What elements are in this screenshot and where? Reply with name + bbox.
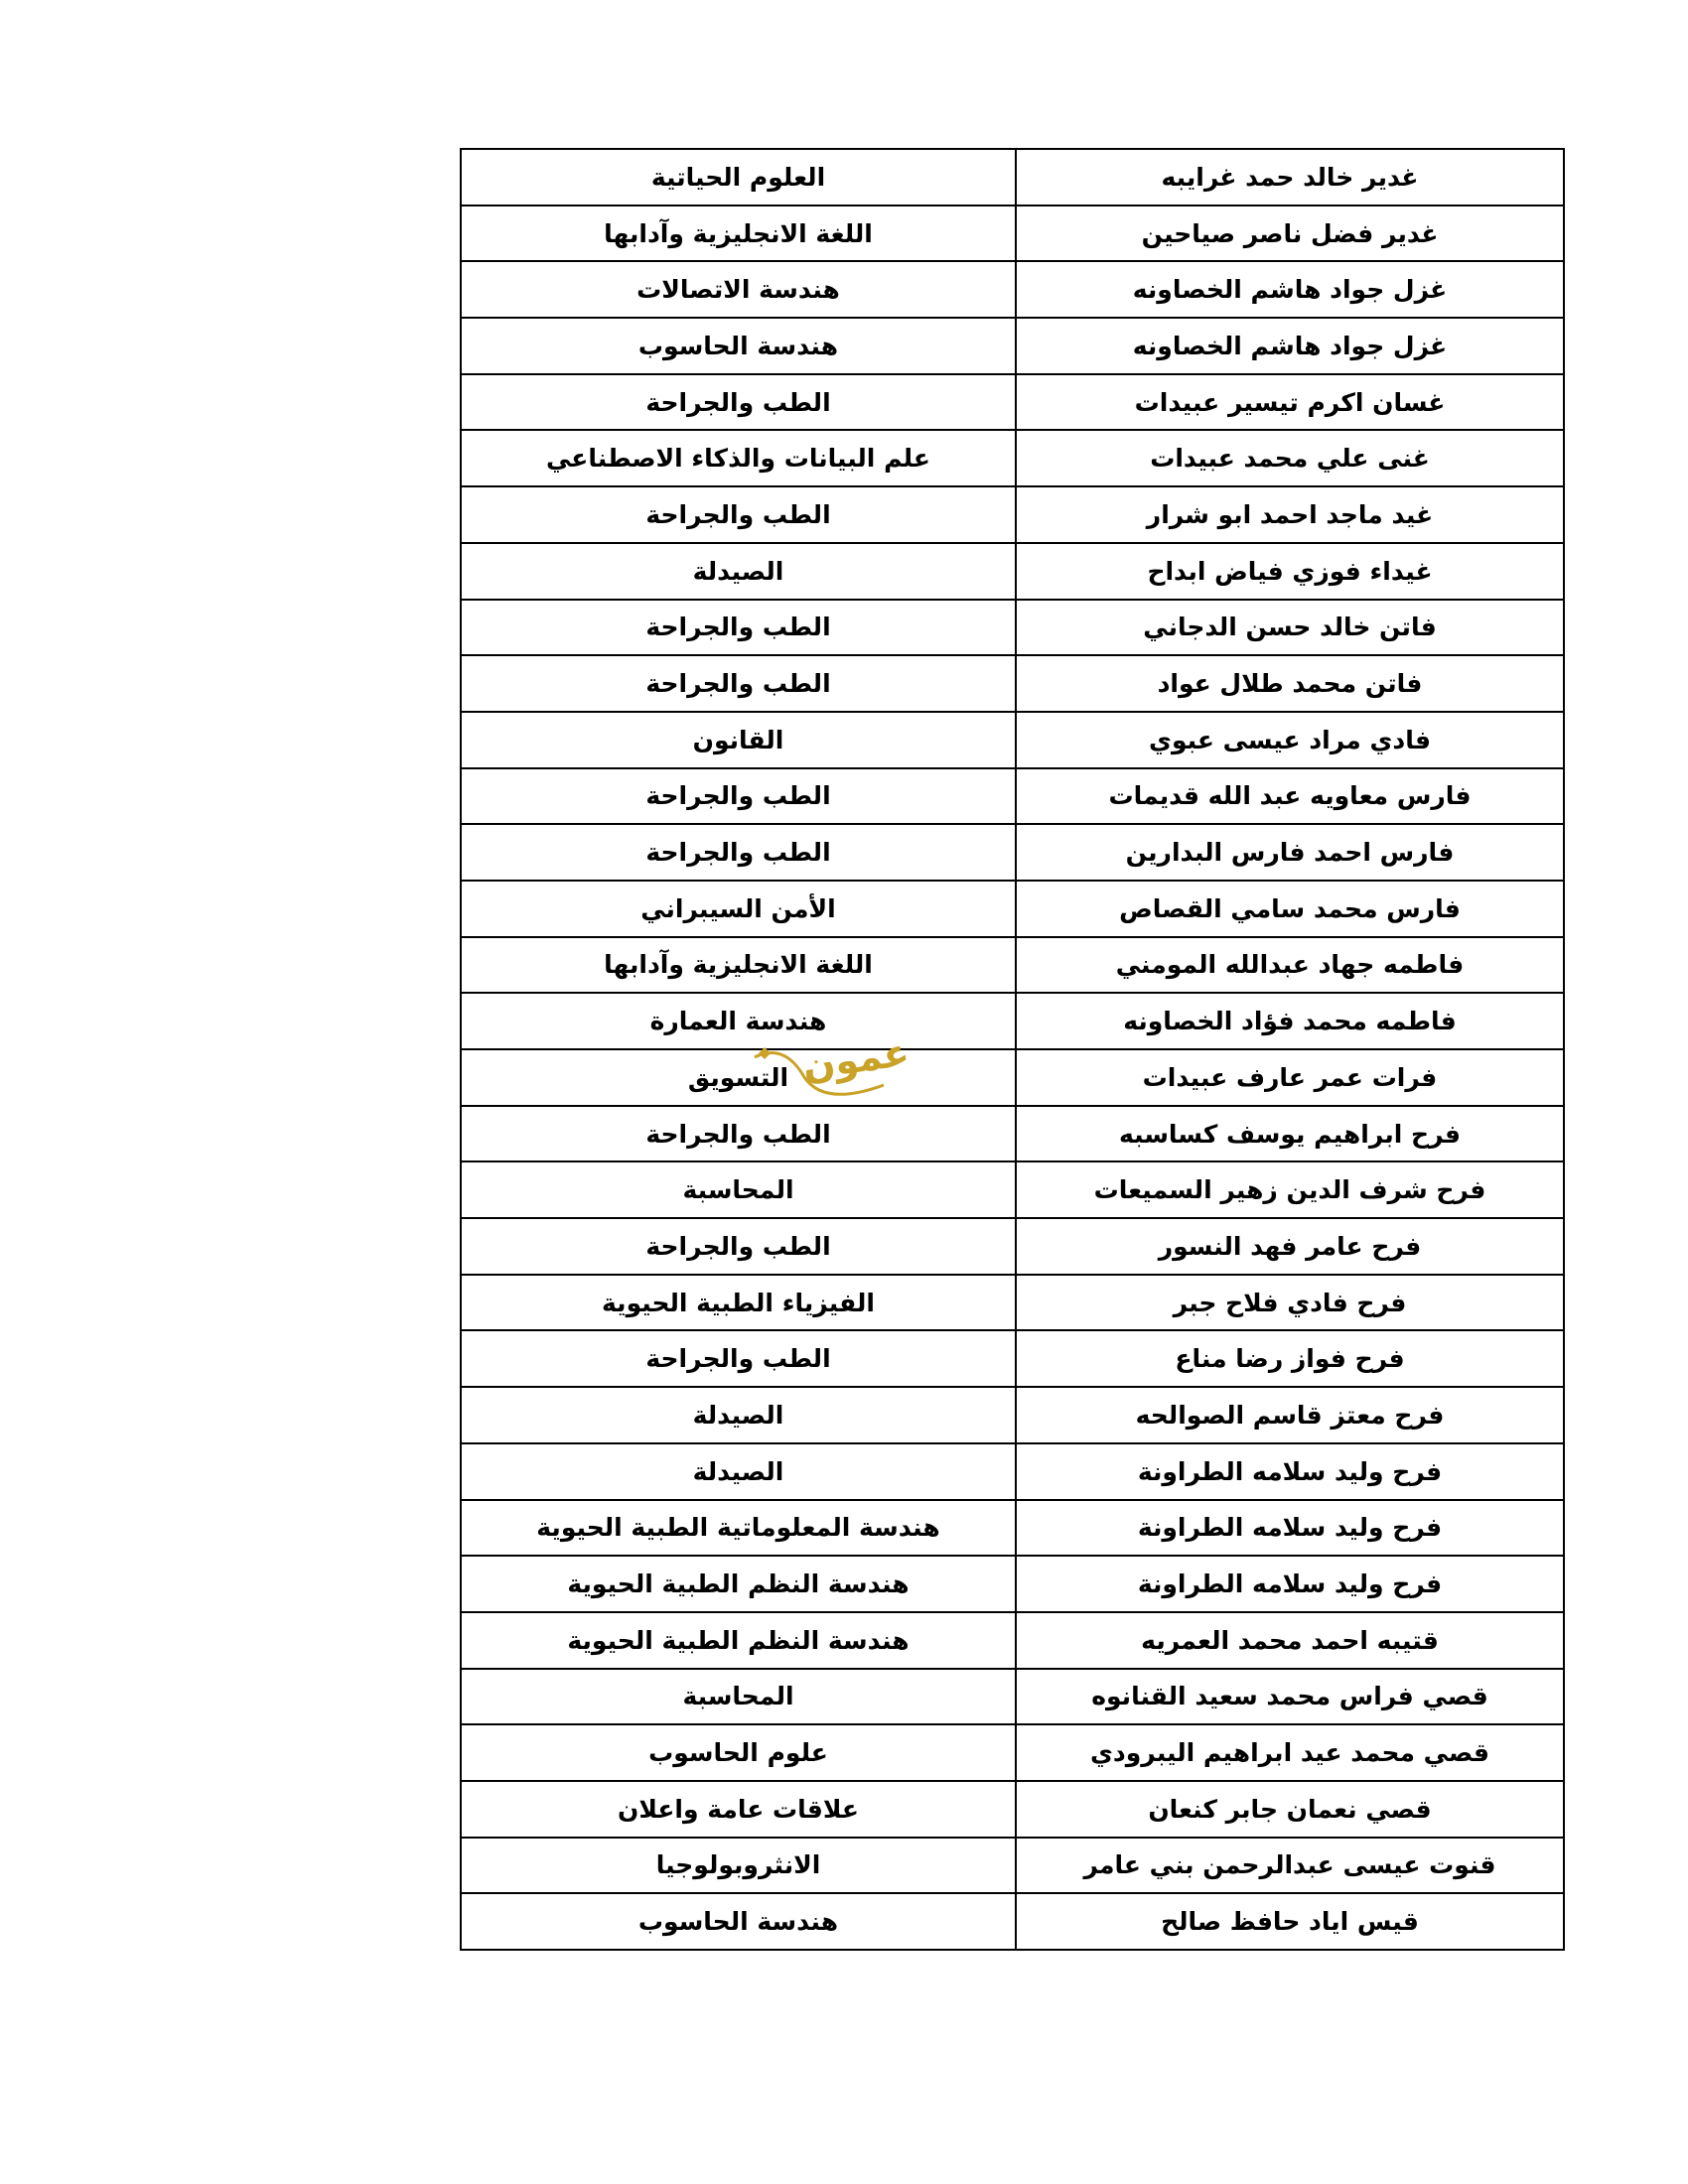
student-name-cell: فرح معتز قاسم الصوالحه [1016,1387,1564,1443]
table-row [461,937,1564,994]
student-name-cell: فاطمه محمد فؤاد الخصاونه [1016,993,1564,1049]
student-name-cell: قتيبه احمد محمد العمريه [1016,1612,1564,1669]
student-name-cell: فرح ابراهيم يوسف كساسبه [1016,1106,1564,1162]
student-name-cell: قصي فراس محمد سعيد القنانوه [1016,1669,1564,1725]
student-name-cell: قنوت عيسى عبدالرحمن بني عامر [1016,1838,1564,1894]
table-row [461,824,1564,881]
student-name-cell: غيداء فوزي فياض ابداح [1016,543,1564,600]
table-row [461,655,1564,712]
table-row [461,1556,1564,1612]
table-row [461,600,1564,656]
table-row [461,1275,1564,1331]
student-name-cell: غيد ماجد احمد ابو شرار [1016,486,1564,543]
student-name-cell: غدير فضل ناصر صياحين [1016,205,1564,262]
major-cell: المحاسبة [461,1669,1016,1725]
student-name-cell: فرات عمر عارف عبيدات [1016,1049,1564,1106]
table-row [461,993,1564,1049]
table-row [461,1893,1564,1950]
table-row [461,1049,1564,1106]
major-cell: الصيدلة [461,543,1016,600]
major-cell: الصيدلة [461,1387,1016,1443]
major-cell: التسويق [461,1049,1016,1106]
table-row [461,1500,1564,1557]
major-cell: اللغة الانجليزية وآدابها [461,205,1016,262]
major-cell: الطب والجراحة [461,600,1016,656]
major-cell: الانثروبولوجيا [461,1838,1016,1894]
table-row [461,374,1564,431]
major-cell: القانون [461,712,1016,768]
student-name-cell: قصي محمد عيد ابراهيم اليبرودي [1016,1724,1564,1781]
major-cell: الطب والجراحة [461,824,1016,881]
table-row [461,1330,1564,1387]
major-cell: اللغة الانجليزية وآدابها [461,937,1016,994]
major-cell: هندسة الحاسوب [461,318,1016,374]
table-row [461,430,1564,486]
major-cell: هندسة الحاسوب [461,1893,1016,1950]
student-name-cell: غسان اكرم تيسير عبيدات [1016,374,1564,431]
table-row [461,1724,1564,1781]
student-name-cell: فارس محمد سامي القصاص [1016,881,1564,937]
major-cell: الطب والجراحة [461,1106,1016,1162]
student-name-cell: فارس معاويه عبد الله قديمات [1016,768,1564,825]
student-name-cell: فرح عامر فهد النسور [1016,1218,1564,1275]
major-cell: الطب والجراحة [461,655,1016,712]
table-row [461,486,1564,543]
table-row [461,543,1564,600]
major-cell: الأمن السيبراني [461,881,1016,937]
major-cell: الصيدلة [461,1443,1016,1500]
major-cell: هندسة النظم الطبية الحيوية [461,1612,1016,1669]
student-name-cell: فرح فادي فلاح جبر [1016,1275,1564,1331]
watermark-text: عمون [799,1029,913,1089]
table-row [461,1161,1564,1218]
table-row [461,1218,1564,1275]
student-name-cell: قصي نعمان جابر كنعان [1016,1781,1564,1838]
major-cell: علوم الحاسوب [461,1724,1016,1781]
table-row [461,261,1564,318]
major-cell: المحاسبة [461,1161,1016,1218]
major-cell: الطب والجراحة [461,1218,1016,1275]
major-cell: هندسة المعلوماتية الطبية الحيوية [461,1500,1016,1557]
student-name-cell: غدير خالد حمد غرايبه [1016,149,1564,205]
table-row [461,1443,1564,1500]
student-name-cell: فاطمه جهاد عبدالله المومني [1016,937,1564,994]
major-cell: الطب والجراحة [461,1330,1016,1387]
table-row [461,205,1564,262]
student-name-cell: فرح وليد سلامه الطراونة [1016,1500,1564,1557]
student-name-cell: غنى علي محمد عبيدات [1016,430,1564,486]
table-row [461,1106,1564,1162]
table-row [461,712,1564,768]
major-cell: الطب والجراحة [461,486,1016,543]
major-cell: هندسة العمارة [461,993,1016,1049]
major-cell: العلوم الحياتية [461,149,1016,205]
major-cell: هندسة الاتصالات [461,261,1016,318]
major-cell: الطب والجراحة [461,374,1016,431]
student-name-cell: غزل جواد هاشم الخصاونه [1016,261,1564,318]
student-name-cell: فرح فواز رضا مناع [1016,1330,1564,1387]
student-name-cell: فرح شرف الدين زهير السميعات [1016,1161,1564,1218]
student-name-cell: فادي مراد عيسى عبوي [1016,712,1564,768]
table-row [461,318,1564,374]
student-name-cell: فارس احمد فارس البدارين [1016,824,1564,881]
major-cell: هندسة النظم الطبية الحيوية [461,1556,1016,1612]
table-row [461,1781,1564,1838]
table-row [461,1612,1564,1669]
student-name-cell: فاتن محمد طلال عواد [1016,655,1564,712]
table-row [461,1387,1564,1443]
student-name-cell: قيس اياد حافظ صالح [1016,1893,1564,1950]
student-name-cell: فرح وليد سلامه الطراونة [1016,1443,1564,1500]
major-cell: الفيزياء الطبية الحيوية [461,1275,1016,1331]
table-row [461,1838,1564,1894]
major-cell: الطب والجراحة [461,768,1016,825]
table-row [461,881,1564,937]
student-name-cell: فرح وليد سلامه الطراونة [1016,1556,1564,1612]
student-major-table [460,148,1565,1951]
table-row [461,768,1564,825]
student-name-cell: غزل جواد هاشم الخصاونه [1016,318,1564,374]
table-row [461,1669,1564,1725]
table-body [461,149,1564,1950]
major-cell: علاقات عامة واعلان [461,1781,1016,1838]
major-cell: علم البيانات والذكاء الاصطناعي [461,430,1016,486]
table-row [461,149,1564,205]
student-name-cell: فاتن خالد حسن الدجاني [1016,600,1564,656]
